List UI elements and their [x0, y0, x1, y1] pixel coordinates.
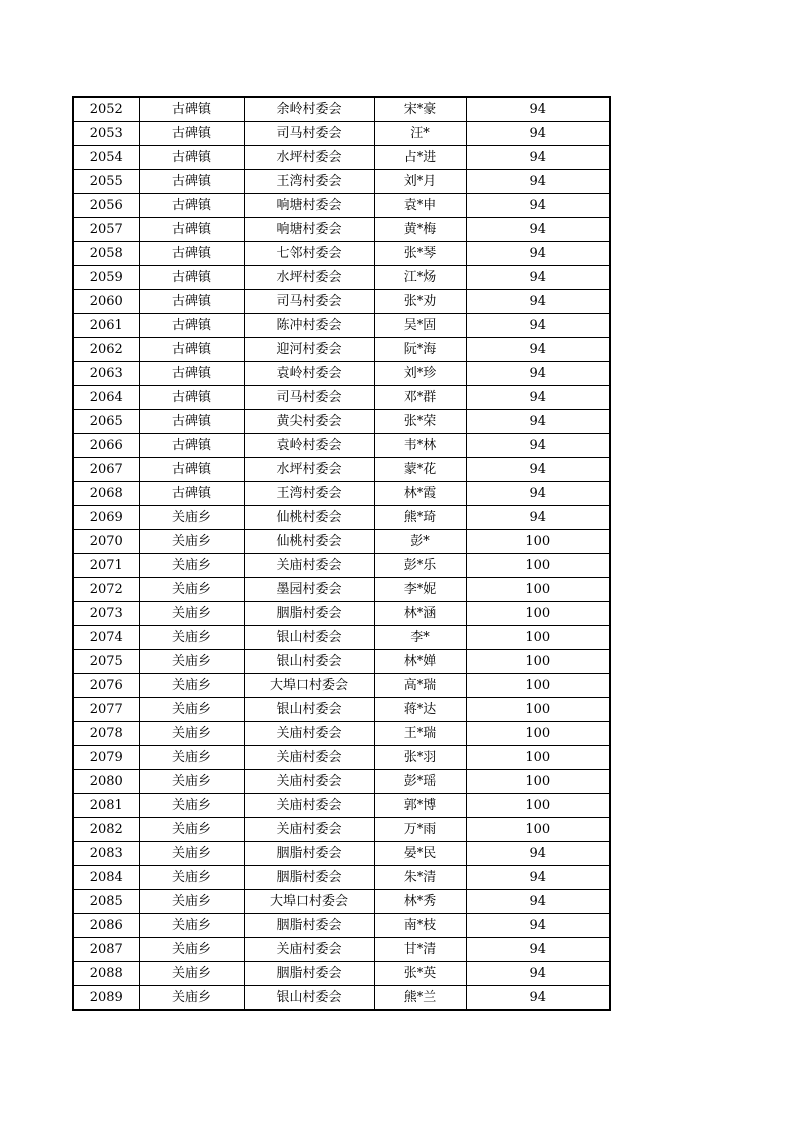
- score-cell: 94: [466, 482, 610, 506]
- score-cell: 100: [466, 770, 610, 794]
- table-row: [73, 97, 610, 122]
- township-cell: 关庙乡: [139, 746, 244, 770]
- village-committee-cell: 大埠口村委会: [244, 674, 374, 698]
- township-cell: 古碑镇: [139, 362, 244, 386]
- table-row: [73, 530, 610, 554]
- village-committee-cell: 水坪村委会: [244, 146, 374, 170]
- village-committee-cell: 胭脂村委会: [244, 866, 374, 890]
- serial-number-cell: 2066: [73, 434, 139, 458]
- village-committee-cell: 陈冲村委会: [244, 314, 374, 338]
- name-cell: 黄*梅: [374, 218, 466, 242]
- township-cell: 关庙乡: [139, 794, 244, 818]
- name-cell: 宋*豪: [374, 97, 466, 122]
- table-row: [73, 746, 610, 770]
- name-cell: 李*妮: [374, 578, 466, 602]
- name-cell: 张*荣: [374, 410, 466, 434]
- name-cell: 万*雨: [374, 818, 466, 842]
- score-cell: 94: [466, 194, 610, 218]
- serial-number-cell: 2064: [73, 386, 139, 410]
- township-cell: 古碑镇: [139, 338, 244, 362]
- table-row: [73, 866, 610, 890]
- township-cell: 古碑镇: [139, 266, 244, 290]
- name-cell: 高*瑞: [374, 674, 466, 698]
- village-committee-cell: 银山村委会: [244, 626, 374, 650]
- township-cell: 古碑镇: [139, 290, 244, 314]
- village-committee-cell: 胭脂村委会: [244, 962, 374, 986]
- score-cell: 94: [466, 314, 610, 338]
- score-cell: 94: [466, 938, 610, 962]
- table-row: [73, 386, 610, 410]
- table-row: [73, 818, 610, 842]
- village-committee-cell: 袁岭村委会: [244, 362, 374, 386]
- village-committee-cell: 胭脂村委会: [244, 842, 374, 866]
- township-cell: 古碑镇: [139, 386, 244, 410]
- township-cell: 关庙乡: [139, 962, 244, 986]
- score-cell: 100: [466, 698, 610, 722]
- table-row: [73, 362, 610, 386]
- score-cell: 100: [466, 578, 610, 602]
- table-row: [73, 914, 610, 938]
- name-cell: 彭*乐: [374, 554, 466, 578]
- score-cell: 100: [466, 674, 610, 698]
- serial-number-cell: 2058: [73, 242, 139, 266]
- village-committee-cell: 迎河村委会: [244, 338, 374, 362]
- serial-number-cell: 2057: [73, 218, 139, 242]
- table-row: [73, 890, 610, 914]
- table-row: [73, 506, 610, 530]
- table-row: [73, 290, 610, 314]
- score-cell: 94: [466, 410, 610, 434]
- serial-number-cell: 2084: [73, 866, 139, 890]
- township-cell: 古碑镇: [139, 170, 244, 194]
- serial-number-cell: 2078: [73, 722, 139, 746]
- serial-number-cell: 2070: [73, 530, 139, 554]
- serial-number-cell: 2056: [73, 194, 139, 218]
- village-committee-cell: 大埠口村委会: [244, 890, 374, 914]
- name-cell: 江*炀: [374, 266, 466, 290]
- village-committee-cell: 银山村委会: [244, 986, 374, 1011]
- score-cell: 94: [466, 362, 610, 386]
- township-cell: 关庙乡: [139, 650, 244, 674]
- serial-number-cell: 2075: [73, 650, 139, 674]
- score-cell: 100: [466, 650, 610, 674]
- serial-number-cell: 2088: [73, 962, 139, 986]
- name-cell: 袁*申: [374, 194, 466, 218]
- serial-number-cell: 2061: [73, 314, 139, 338]
- serial-number-cell: 2060: [73, 290, 139, 314]
- table-row: [73, 578, 610, 602]
- serial-number-cell: 2067: [73, 458, 139, 482]
- score-cell: 94: [466, 434, 610, 458]
- name-cell: 甘*清: [374, 938, 466, 962]
- serial-number-cell: 2053: [73, 122, 139, 146]
- table-row: [73, 242, 610, 266]
- table-row: [73, 722, 610, 746]
- score-cell: 94: [466, 386, 610, 410]
- township-cell: 关庙乡: [139, 506, 244, 530]
- village-committee-cell: 关庙村委会: [244, 818, 374, 842]
- village-committee-cell: 关庙村委会: [244, 554, 374, 578]
- name-cell: 张*英: [374, 962, 466, 986]
- name-cell: 林*秀: [374, 890, 466, 914]
- township-cell: 古碑镇: [139, 146, 244, 170]
- score-cell: 94: [466, 242, 610, 266]
- name-cell: 林*霞: [374, 482, 466, 506]
- township-cell: 关庙乡: [139, 890, 244, 914]
- name-cell: 彭*: [374, 530, 466, 554]
- township-cell: 古碑镇: [139, 122, 244, 146]
- serial-number-cell: 2065: [73, 410, 139, 434]
- serial-number-cell: 2073: [73, 602, 139, 626]
- serial-number-cell: 2085: [73, 890, 139, 914]
- name-cell: 韦*林: [374, 434, 466, 458]
- village-committee-cell: 水坪村委会: [244, 266, 374, 290]
- serial-number-cell: 2079: [73, 746, 139, 770]
- serial-number-cell: 2074: [73, 626, 139, 650]
- score-cell: 100: [466, 746, 610, 770]
- table-row: [73, 794, 610, 818]
- serial-number-cell: 2086: [73, 914, 139, 938]
- serial-number-cell: 2052: [73, 97, 139, 122]
- table-row: [73, 458, 610, 482]
- township-cell: 关庙乡: [139, 818, 244, 842]
- score-cell: 94: [466, 890, 610, 914]
- table-row: [73, 338, 610, 362]
- name-cell: 王*瑞: [374, 722, 466, 746]
- township-cell: 关庙乡: [139, 626, 244, 650]
- township-cell: 关庙乡: [139, 530, 244, 554]
- serial-number-cell: 2062: [73, 338, 139, 362]
- serial-number-cell: 2063: [73, 362, 139, 386]
- name-cell: 张*琴: [374, 242, 466, 266]
- name-cell: 蒙*花: [374, 458, 466, 482]
- serial-number-cell: 2055: [73, 170, 139, 194]
- table-row: [73, 770, 610, 794]
- name-cell: 李*: [374, 626, 466, 650]
- village-committee-cell: 司马村委会: [244, 386, 374, 410]
- score-cell: 94: [466, 914, 610, 938]
- serial-number-cell: 2076: [73, 674, 139, 698]
- serial-number-cell: 2072: [73, 578, 139, 602]
- table-row: [73, 842, 610, 866]
- township-cell: 关庙乡: [139, 842, 244, 866]
- township-cell: 古碑镇: [139, 97, 244, 122]
- table-row: [73, 602, 610, 626]
- table-row: [73, 962, 610, 986]
- name-cell: 朱*清: [374, 866, 466, 890]
- name-cell: 阮*海: [374, 338, 466, 362]
- village-committee-cell: 关庙村委会: [244, 794, 374, 818]
- name-cell: 林*涵: [374, 602, 466, 626]
- table-row: [73, 698, 610, 722]
- table-row: [73, 434, 610, 458]
- township-cell: 关庙乡: [139, 770, 244, 794]
- table-row: [73, 650, 610, 674]
- township-cell: 关庙乡: [139, 866, 244, 890]
- township-cell: 古碑镇: [139, 314, 244, 338]
- serial-number-cell: 2069: [73, 506, 139, 530]
- village-committee-cell: 胭脂村委会: [244, 602, 374, 626]
- score-cell: 94: [466, 986, 610, 1011]
- township-cell: 关庙乡: [139, 674, 244, 698]
- table-row: [73, 674, 610, 698]
- township-cell: 古碑镇: [139, 194, 244, 218]
- township-cell: 关庙乡: [139, 722, 244, 746]
- township-cell: 古碑镇: [139, 218, 244, 242]
- serial-number-cell: 2082: [73, 818, 139, 842]
- score-cell: 100: [466, 530, 610, 554]
- name-cell: 南*枝: [374, 914, 466, 938]
- score-cell: 94: [466, 170, 610, 194]
- name-cell: 占*进: [374, 146, 466, 170]
- village-committee-cell: 黄尖村委会: [244, 410, 374, 434]
- serial-number-cell: 2081: [73, 794, 139, 818]
- village-committee-cell: 余岭村委会: [244, 97, 374, 122]
- township-cell: 古碑镇: [139, 410, 244, 434]
- serial-number-cell: 2080: [73, 770, 139, 794]
- name-cell: 刘*月: [374, 170, 466, 194]
- name-cell: 张*羽: [374, 746, 466, 770]
- village-committee-cell: 关庙村委会: [244, 938, 374, 962]
- serial-number-cell: 2089: [73, 986, 139, 1011]
- name-cell: 张*劝: [374, 290, 466, 314]
- township-cell: 关庙乡: [139, 602, 244, 626]
- name-cell: 熊*琦: [374, 506, 466, 530]
- score-cell: 94: [466, 290, 610, 314]
- township-cell: 古碑镇: [139, 434, 244, 458]
- table-row: [73, 314, 610, 338]
- table-body: [73, 97, 610, 1010]
- village-committee-cell: 仙桃村委会: [244, 530, 374, 554]
- score-cell: 94: [466, 866, 610, 890]
- score-cell: 100: [466, 722, 610, 746]
- serial-number-cell: 2077: [73, 698, 139, 722]
- township-cell: 关庙乡: [139, 986, 244, 1011]
- village-committee-cell: 响塘村委会: [244, 194, 374, 218]
- score-cell: 100: [466, 794, 610, 818]
- village-committee-cell: 关庙村委会: [244, 770, 374, 794]
- village-committee-cell: 袁岭村委会: [244, 434, 374, 458]
- name-cell: 蒋*达: [374, 698, 466, 722]
- name-cell: 郭*博: [374, 794, 466, 818]
- village-committee-cell: 银山村委会: [244, 698, 374, 722]
- serial-number-cell: 2054: [73, 146, 139, 170]
- score-cell: 94: [466, 218, 610, 242]
- score-cell: 94: [466, 266, 610, 290]
- serial-number-cell: 2071: [73, 554, 139, 578]
- data-table: [72, 96, 611, 1011]
- village-committee-cell: 司马村委会: [244, 290, 374, 314]
- table-row: [73, 482, 610, 506]
- serial-number-cell: 2059: [73, 266, 139, 290]
- village-committee-cell: 七邻村委会: [244, 242, 374, 266]
- township-cell: 关庙乡: [139, 938, 244, 962]
- name-cell: 熊*兰: [374, 986, 466, 1011]
- village-committee-cell: 仙桃村委会: [244, 506, 374, 530]
- score-cell: 94: [466, 458, 610, 482]
- table-row: [73, 554, 610, 578]
- name-cell: 刘*珍: [374, 362, 466, 386]
- township-cell: 古碑镇: [139, 242, 244, 266]
- table-row: [73, 218, 610, 242]
- score-cell: 100: [466, 818, 610, 842]
- score-cell: 94: [466, 962, 610, 986]
- name-cell: 汪*: [374, 122, 466, 146]
- name-cell: 吴*固: [374, 314, 466, 338]
- village-committee-cell: 响塘村委会: [244, 218, 374, 242]
- name-cell: 晏*民: [374, 842, 466, 866]
- score-cell: 94: [466, 97, 610, 122]
- village-committee-cell: 关庙村委会: [244, 722, 374, 746]
- village-committee-cell: 王湾村委会: [244, 170, 374, 194]
- village-committee-cell: 王湾村委会: [244, 482, 374, 506]
- score-cell: 100: [466, 602, 610, 626]
- score-cell: 100: [466, 554, 610, 578]
- score-cell: 94: [466, 506, 610, 530]
- score-cell: 94: [466, 122, 610, 146]
- name-cell: 邓*群: [374, 386, 466, 410]
- village-committee-cell: 银山村委会: [244, 650, 374, 674]
- village-committee-cell: 胭脂村委会: [244, 914, 374, 938]
- village-committee-cell: 关庙村委会: [244, 746, 374, 770]
- name-cell: 彭*瑶: [374, 770, 466, 794]
- table-row: [73, 626, 610, 650]
- table-row: [73, 194, 610, 218]
- table-row: [73, 410, 610, 434]
- table-row: [73, 266, 610, 290]
- table-row: [73, 170, 610, 194]
- serial-number-cell: 2083: [73, 842, 139, 866]
- score-cell: 94: [466, 338, 610, 362]
- village-committee-cell: 司马村委会: [244, 122, 374, 146]
- township-cell: 古碑镇: [139, 458, 244, 482]
- village-committee-cell: 墨园村委会: [244, 578, 374, 602]
- township-cell: 关庙乡: [139, 914, 244, 938]
- serial-number-cell: 2087: [73, 938, 139, 962]
- table-row: [73, 122, 610, 146]
- township-cell: 关庙乡: [139, 554, 244, 578]
- score-cell: 94: [466, 842, 610, 866]
- table-row: [73, 146, 610, 170]
- serial-number-cell: 2068: [73, 482, 139, 506]
- score-cell: 100: [466, 626, 610, 650]
- village-committee-cell: 水坪村委会: [244, 458, 374, 482]
- township-cell: 关庙乡: [139, 698, 244, 722]
- table-row: [73, 986, 610, 1011]
- township-cell: 关庙乡: [139, 578, 244, 602]
- township-cell: 古碑镇: [139, 482, 244, 506]
- table-row: [73, 938, 610, 962]
- name-cell: 林*婵: [374, 650, 466, 674]
- score-cell: 94: [466, 146, 610, 170]
